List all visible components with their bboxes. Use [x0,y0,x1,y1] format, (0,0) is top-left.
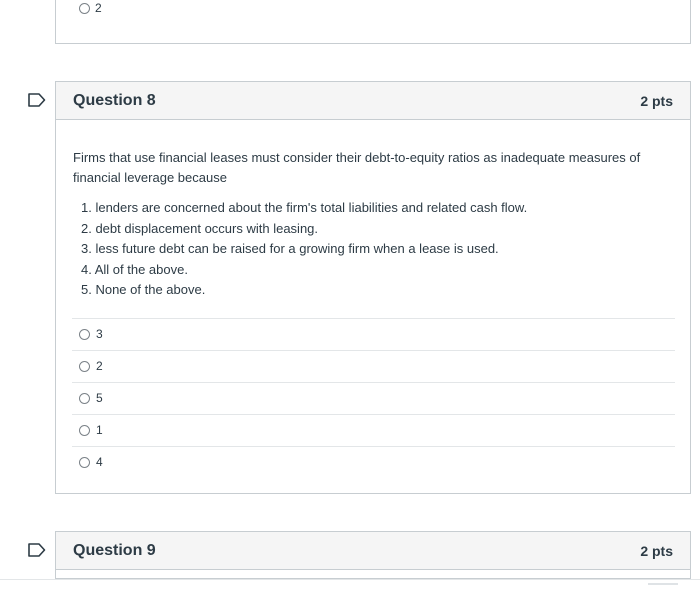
scroll-indicator [648,583,678,585]
answer-list [72,318,675,478]
question-header [56,532,690,570]
answer-option[interactable] [72,382,675,414]
question-prompt: Firms that use financial leases must consider their debt-to-equity ratios as inadequate measures of financial leverage because [73,150,641,185]
answer-label: 3 [96,327,103,341]
previous-question-card [55,0,691,44]
statement-item: 5. None of the above. [81,282,206,297]
answer-radio[interactable] [79,329,90,340]
question-header [56,82,690,120]
question-title: Question 8 [73,92,156,109]
answer-radio[interactable] [79,361,90,372]
question-9-card [55,531,691,579]
statement-item: 3. less future debt can be raised for a growing firm when a lease is used. [81,241,499,256]
answer-radio[interactable] [79,425,90,436]
answer-radio[interactable] [79,393,90,404]
statement-item: 1. lenders are concerned about the firm's total liabilities and related cash flow. [81,200,528,215]
answer-label: 2 [96,359,103,373]
answer-radio[interactable] [79,457,90,468]
answer-label: 2 [95,1,102,15]
answer-label: 4 [96,455,103,469]
page-divider [0,579,700,580]
answer-option[interactable] [72,446,675,478]
flag-question-icon[interactable] [28,543,46,557]
answer-option[interactable] [72,318,675,350]
answer-option[interactable] [72,414,675,446]
answer-radio[interactable] [79,3,90,14]
statement-item: 2. debt displacement occurs with leasing. [81,220,319,236]
answer-label: 1 [96,423,103,437]
answer-option[interactable] [72,350,675,382]
question-points: 2 pts [640,93,673,109]
statement-list [81,198,671,301]
question-8-card [55,81,691,494]
answer-label: 5 [96,391,103,405]
statement-item: 4. All of the above. [81,261,188,277]
question-title: Question 9 [73,542,156,559]
question-points: 2 pts [640,543,673,559]
flag-question-icon[interactable] [28,93,46,107]
